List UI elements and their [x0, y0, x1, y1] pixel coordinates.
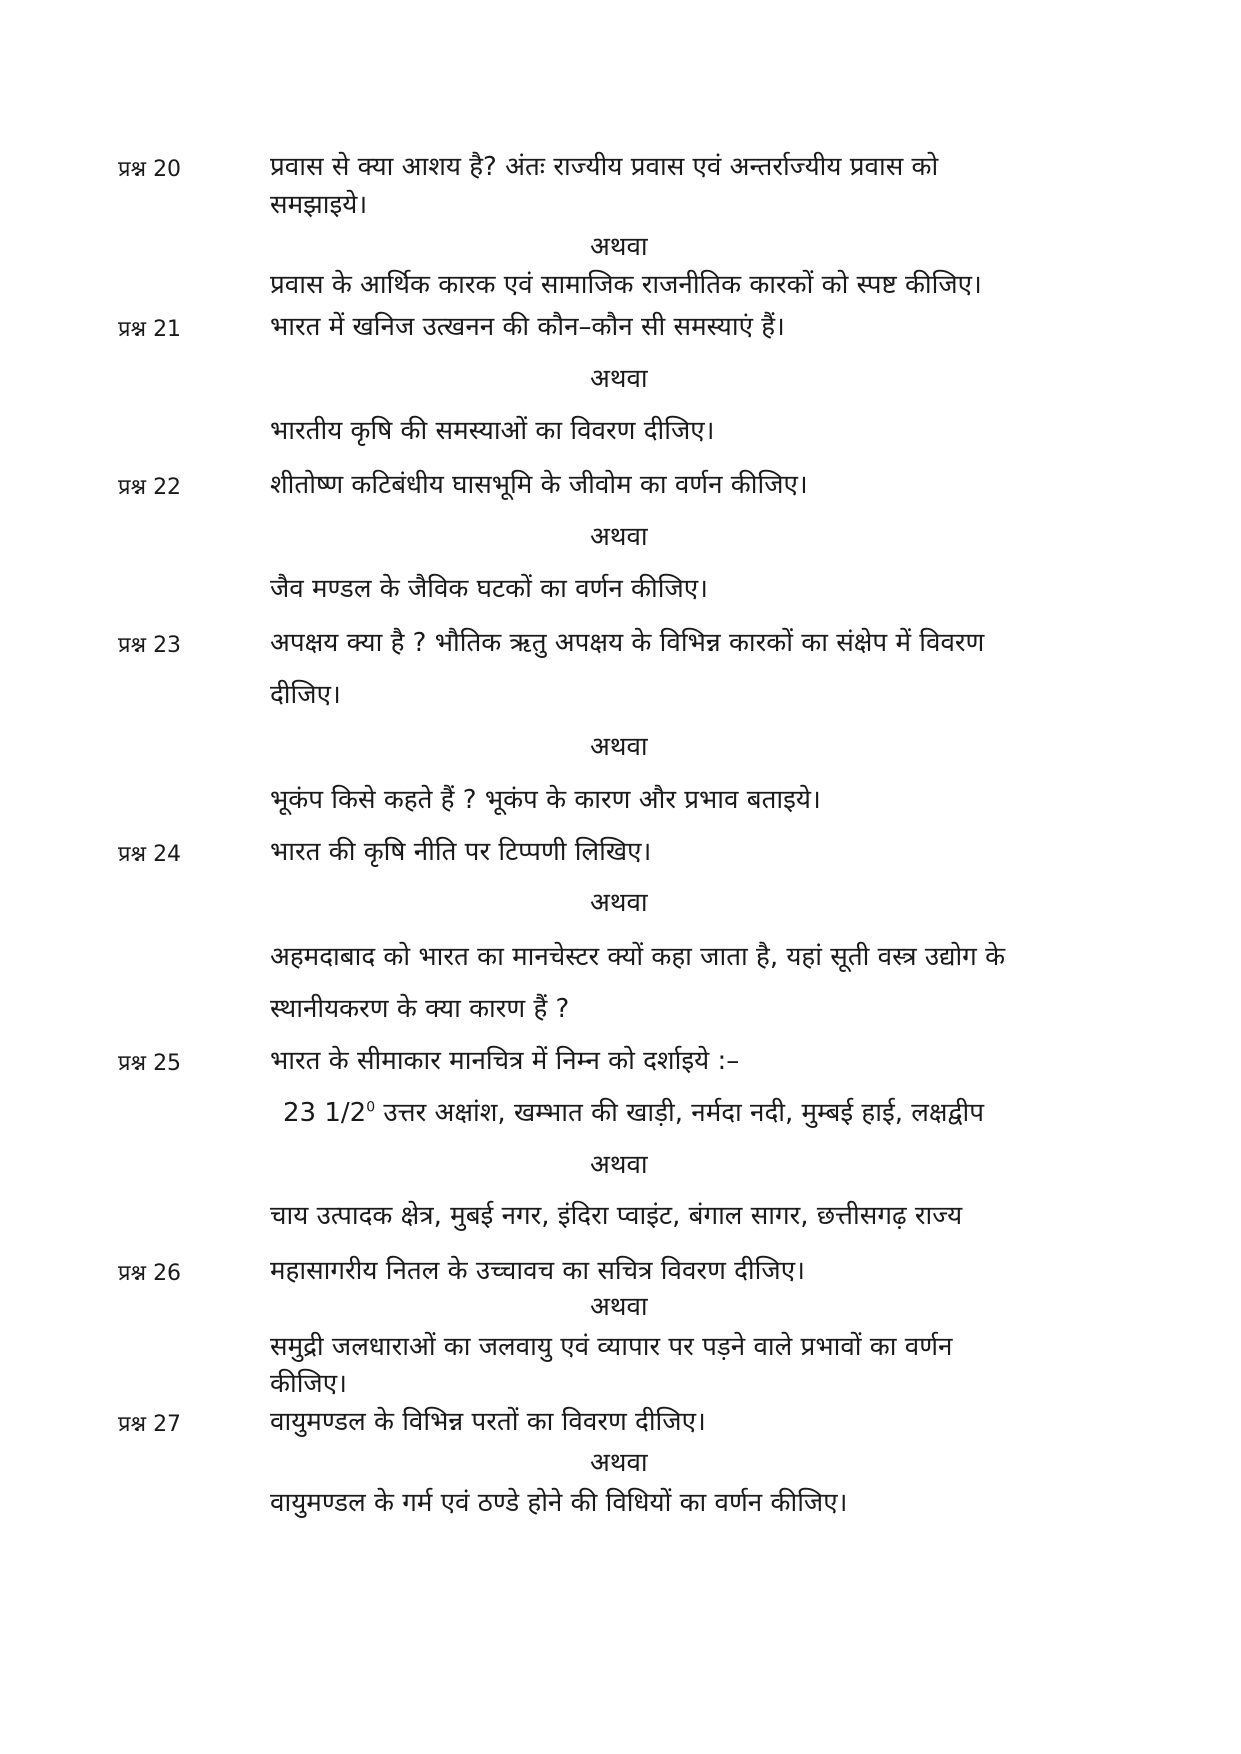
- or-label: अथवा: [590, 732, 648, 762]
- question-text: भारत के सीमाकार मानचित्र में निम्न को दर्शाइये :–: [270, 1046, 740, 1076]
- or-label: अथवा: [590, 364, 648, 394]
- question-number: प्रश्न 22: [118, 475, 182, 500]
- or-label: अथवा: [590, 522, 648, 552]
- alternative-text: कीजिए।: [270, 1369, 347, 1399]
- or-label: अथवा: [590, 1448, 648, 1478]
- alternative-text: समुद्री जलधाराओं का जलवायु एवं व्यापार पर पड़ने वाले प्रभावों का वर्णन: [270, 1332, 953, 1362]
- alternative-text: चाय उत्पादक क्षेत्र, मुबई नगर, इंदिरा प्वाइंट, बंगाल सागर, छत्तीसगढ़ राज्य: [270, 1201, 963, 1231]
- alternative-text: भारतीय कृषि की समस्याओं का विवरण दीजिए।: [270, 416, 715, 446]
- question-number: प्रश्न 24: [118, 842, 182, 867]
- alternative-text: वायुमण्डल के गर्म एवं ठण्डे होने की विधियों का वर्णन कीजिए।: [270, 1488, 848, 1518]
- latitude-value: 23 1/2: [283, 1098, 367, 1128]
- alternative-text: भूकंप किसे कहते हैं ? भूकंप के कारण और प्रभाव बताइये।: [270, 785, 821, 815]
- map-items-list: [283, 1096, 984, 1130]
- alternative-text: प्रवास के आर्थिक कारक एवं सामाजिक राजनीतिक कारकों को स्पष्ट कीजिए।: [270, 270, 982, 300]
- alternative-text: अहमदाबाद को भारत का मानचेस्टर क्यों कहा जाता है, यहां सूती वस्त्र उद्योग के: [270, 942, 1006, 972]
- question-text: दीजिए।: [270, 680, 341, 710]
- question-number: प्रश्न 23: [118, 633, 182, 658]
- question-text: भारत में खनिज उत्खनन की कौन–कौन सी समस्याएं हैं।: [270, 312, 785, 342]
- question-text: भारत की कृषि नीति पर टिप्पणी लिखिए।: [270, 837, 652, 867]
- question-text: शीतोष्ण कटिबंधीय घासभूमि के जीवोम का वर्णन कीजिए।: [270, 470, 808, 500]
- question-text: प्रवास से क्या आशय है? अंतः राज्यीय प्रवास एवं अन्तर्राज्यीय प्रवास को: [270, 152, 939, 182]
- or-label: अथवा: [590, 888, 648, 918]
- question-text: महासागरीय नितल के उच्चावच का सचित्र विवरण दीजिए।: [270, 1256, 805, 1286]
- question-number: प्रश्न 27: [118, 1412, 182, 1437]
- alternative-text: जैव मण्डल के जैविक घटकों का वर्णन कीजिए।: [270, 574, 708, 604]
- question-number: प्रश्न 25: [118, 1051, 182, 1076]
- or-label: अथवा: [590, 1150, 648, 1180]
- question-number: प्रश्न 26: [118, 1261, 182, 1286]
- alternative-text: स्थानीयकरण के क्या कारण हैं ?: [270, 994, 570, 1024]
- question-text: अपक्षय क्या है ? भौतिक ऋतु अपक्षय के विभिन्न कारकों का संक्षेप में विवरण: [270, 628, 985, 658]
- or-label: अथवा: [590, 1292, 648, 1322]
- map-items-text: उत्तर अक्षांश, खम्भात की खाड़ी, नर्मदा नदी, मुम्बई हाई, लक्षद्वीप: [383, 1098, 984, 1128]
- or-label: अथवा: [590, 232, 648, 262]
- question-text: वायुमण्डल के विभिन्न परतों का विवरण दीजिए।: [270, 1407, 706, 1437]
- question-text: समझाइये।: [270, 190, 368, 220]
- question-number: प्रश्न 20: [118, 157, 182, 182]
- question-number: प्रश्न 21: [118, 317, 182, 342]
- degree-sign: 0: [366, 1099, 376, 1116]
